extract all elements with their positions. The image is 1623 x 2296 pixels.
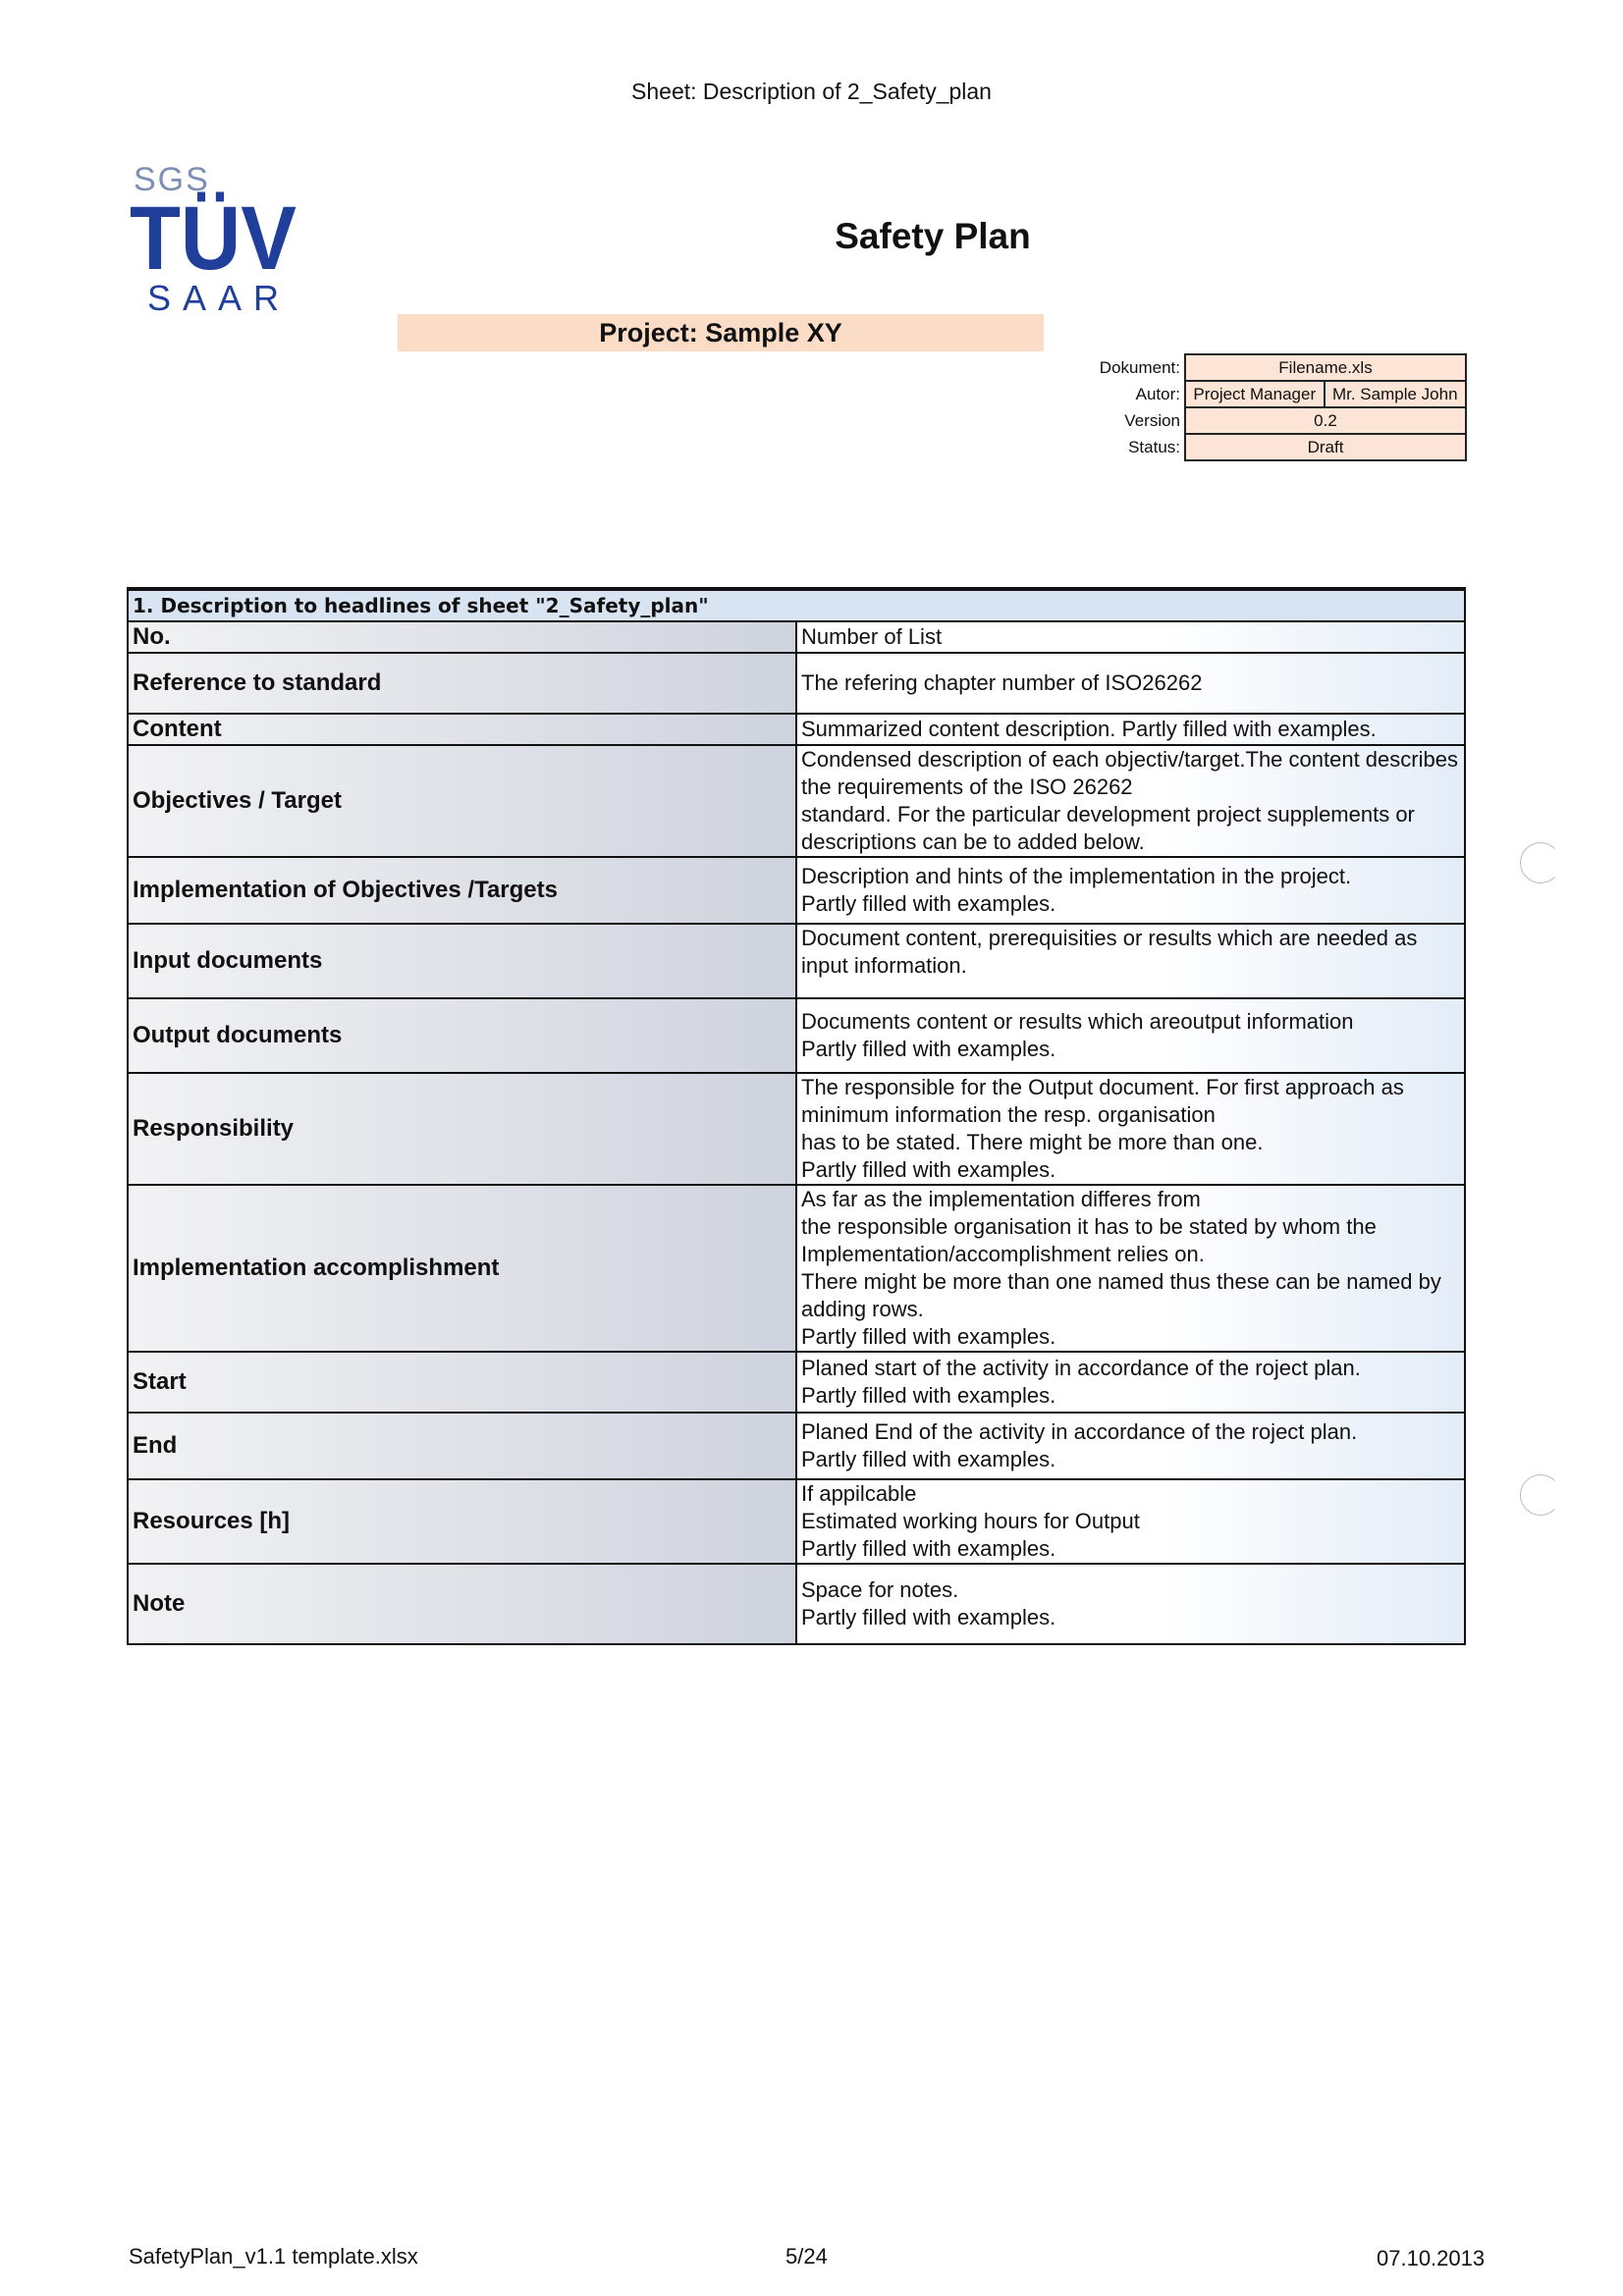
row-description: Condensed description of each objectiv/target.The content describes the requirements of the ISO 26262 standard. For the particular development project supplements or descriptions can be to added below. [796, 745, 1465, 857]
row-label: Output documents [128, 998, 796, 1073]
row-label: Note [128, 1564, 796, 1644]
table-row [128, 714, 1465, 745]
row-description: Documents content or results which areoutput information Partly filled with examples. [796, 998, 1465, 1073]
row-description: Document content, prerequisities or results which are needed as input information. [796, 924, 1465, 998]
footer-filename: SafetyPlan_v1.1 template.xlsx [129, 2244, 418, 2269]
autor-role-value: Project Manager [1185, 381, 1325, 407]
page-title: Safety Plan [835, 216, 1031, 256]
version-label: Version [1124, 410, 1180, 430]
row-description: The refering chapter number of ISO26262 [796, 653, 1465, 714]
logo-sgs-text: SGS [134, 161, 210, 198]
row-description: Space for notes. Partly filled with examples. [796, 1564, 1465, 1644]
logo-tuv-text: TÜV [130, 188, 297, 289]
row-label: Input documents [128, 924, 796, 998]
version-value: 0.2 [1185, 407, 1466, 434]
sheet-title: Sheet: Description of 2_Safety_plan [631, 79, 992, 104]
project-banner: Project: Sample XY [398, 314, 1044, 351]
dokument-label: Dokument: [1099, 357, 1180, 377]
description-table [127, 587, 1466, 1645]
punch-hole-icon [1520, 1474, 1561, 1516]
table-row [128, 621, 1465, 653]
row-description: Planed start of the activity in accordance of the roject plan. Partly filled with examples. [796, 1352, 1465, 1413]
row-label: Objectives / Target [128, 745, 796, 857]
row-label: Resources [h] [128, 1479, 796, 1564]
logo-saar-text: SAAR [147, 278, 292, 314]
row-description: Summarized content description. Partly filled with examples. [796, 714, 1465, 745]
row-label: Implementation accomplishment [128, 1185, 796, 1352]
description-heading: 1. Description to headlines of sheet "2_Safety_plan" [128, 589, 1465, 621]
table-row [128, 924, 1465, 998]
row-label: Content [128, 714, 796, 745]
row-label: Reference to standard [128, 653, 796, 714]
table-row [128, 857, 1465, 924]
status-label: Status: [1128, 437, 1180, 456]
row-label: Responsibility [128, 1073, 796, 1185]
row-label: No. [128, 621, 796, 653]
status-value: Draft [1185, 434, 1466, 460]
table-row [128, 1185, 1465, 1352]
row-label: Implementation of Objectives /Targets [128, 857, 796, 924]
footer-date: 07.10.2013 [1377, 2246, 1486, 2270]
row-description: Description and hints of the implementation in the project. Partly filled with examples. [796, 857, 1465, 924]
row-label: End [128, 1413, 796, 1479]
dokument-value: Filename.xls [1185, 354, 1466, 381]
table-row [128, 1413, 1465, 1479]
autor-label: Autor: [1135, 384, 1180, 403]
table-row [128, 653, 1465, 714]
table-row [128, 1073, 1465, 1185]
table-row [128, 1479, 1465, 1564]
row-label: Start [128, 1352, 796, 1413]
table-row [128, 998, 1465, 1073]
row-description: The responsible for the Output document. For first approach as minimum information the resp. organisation has to be stated. There might be more than one. Partly filled with examples. [796, 1073, 1465, 1185]
row-description: As far as the implementation differes from the responsible organisation it has to be stated by whom the Implementation/accomplishment relies on. There might be more than one named thus these can be named by adding rows. Partly filled with examples. [796, 1185, 1465, 1352]
row-description: Number of List [796, 621, 1465, 653]
row-description: If appilcable Estimated working hours for Output Partly filled with examples. [796, 1479, 1465, 1564]
document-meta [1070, 353, 1467, 461]
punch-hole-icon [1520, 842, 1561, 883]
table-row [128, 1352, 1465, 1413]
row-description: Planed End of the activity in accordance of the roject plan. Partly filled with examples. [796, 1413, 1465, 1479]
footer-page-number: 5/24 [785, 2244, 828, 2269]
tuv-saar-logo [126, 157, 312, 314]
table-row [128, 1564, 1465, 1644]
autor-name-value: Mr. Sample John [1325, 381, 1467, 407]
table-row [128, 745, 1465, 857]
